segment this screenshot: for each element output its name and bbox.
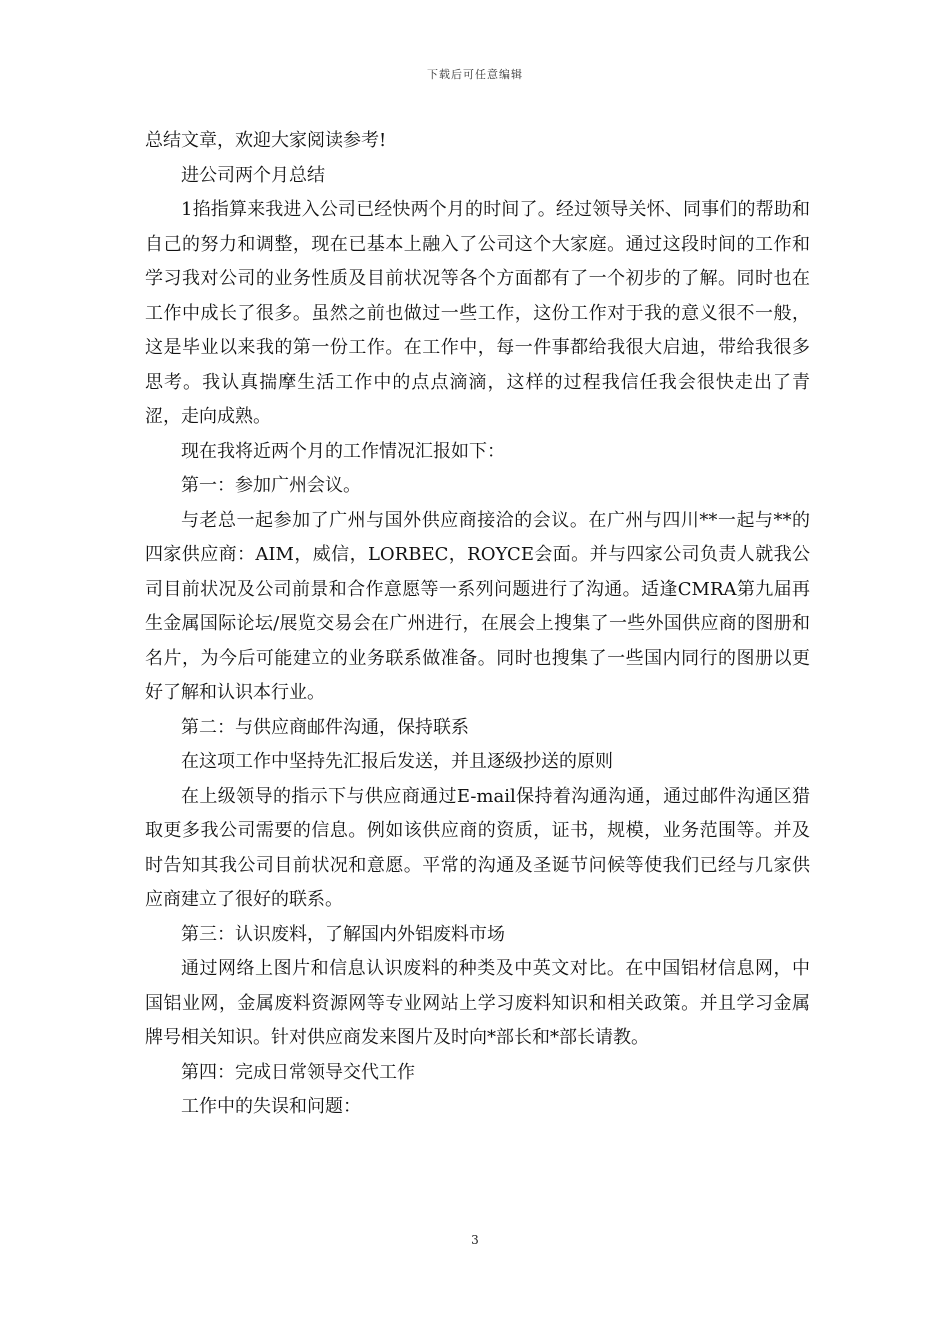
heading-item-4: 第四：完成日常领导交代工作 <box>181 1061 415 1083</box>
page-number: 3 <box>471 1233 479 1247</box>
document-body <box>145 124 810 1125</box>
heading-problems: 工作中的失误和问题： <box>181 1096 361 1117</box>
paragraph-item-1: 与老总一起参加了广州与国外供应商接洽的会议。在广州与四川**一起与**的四家供应商：AIM，威信，LORBEC，ROYCE会面。并与四家公司负责人就我公司目前状况及公司前景和合作意愿等一系列问题进行了沟通。适逢CMRA第九届再生金属国际论坛/展览交易会在广州进行，在展会上搜集了一些外国供应商的图册和名片，为今后可能建立的业务联系做准备。同时也搜集了一些国内同行的图册以更好了解和认识本行业。 <box>145 509 810 703</box>
section-title: 进公司两个月总结 <box>181 164 325 186</box>
paragraph-item-2: 在上级领导的指示下与供应商通过E-mail保持着沟通沟通，通过邮件沟通区猎取更多我公司需要的信息。例如该供应商的资质，证书，规模，业务范围等。并及时告知其我公司目前状况和意愿。平常的沟通及圣诞节问候等使我们已经与几家供应商建立了很好的联系。 <box>145 785 810 910</box>
heading-item-2: 第二：与供应商邮件沟通，保持联系 <box>181 716 469 738</box>
paragraph-item-3: 通过网络上图片和信息认识废料的种类及中英文对比。在中国铝材信息网，中国铝业网，金属废料资源网等专业网站上学习废料知识和相关政策。并且学习金属牌号相关知识。针对供应商发来图片及时向*部长和*部长请教。 <box>145 958 810 1048</box>
paragraph-opening: 1掐指算来我进入公司已经快两个月的时间了。经过领导关怀、同事们的帮助和自己的努力和调整，现在已基本上融入了公司这个大家庭。通过这段时间的工作和学习我对公司的业务性质及目前状况等各个方面都有了一个初步的了解。同时也在工作中成长了很多。虽然之前也做过一些工作，这份工作对于我的意义很不一般，这是毕业以来我的第一份工作。在工作中，每一件事都给我很大启迪，带给我很多思考。我认真揣摩生活工作中的点点滴滴，这样的过程我信任我会很快走出了青涩，走向成熟。 <box>145 199 810 427</box>
heading-item-1: 第一：参加广州会议。 <box>181 475 361 496</box>
heading-item-3: 第三：认识废料，了解国内外铝废料市场 <box>181 923 505 945</box>
paragraph-report-intro: 现在我将近两个月的工作情况汇报如下： <box>181 440 505 462</box>
page-header: 下载后可任意编辑 <box>427 68 523 81</box>
paragraph-intro-closing: 总结文章，欢迎大家阅读参考! <box>145 130 387 151</box>
paragraph-item-2-principle: 在这项工作中坚持先汇报后发送，并且逐级抄送的原则 <box>181 751 613 772</box>
